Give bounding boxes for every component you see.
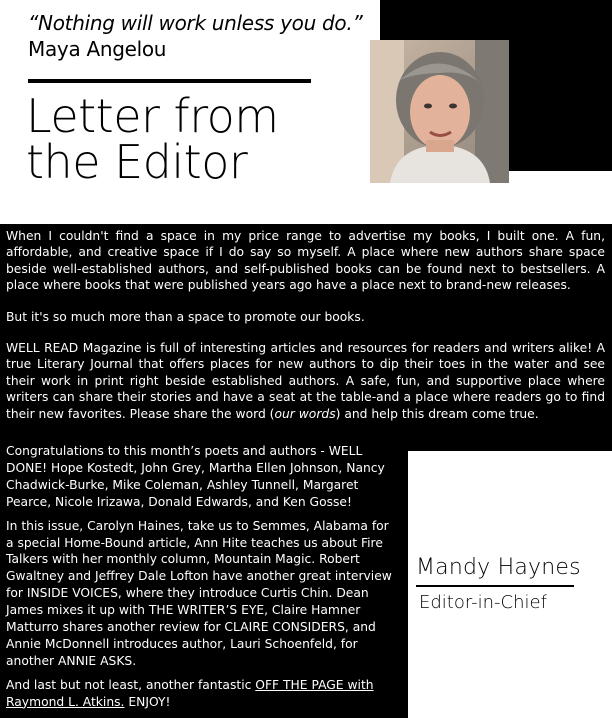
signature-divider <box>416 585 574 587</box>
letter-contents <box>6 443 398 718</box>
quote-author: Maya Angelou <box>28 37 167 61</box>
intro-paragraph-3-end: ) and help this dream come true. <box>335 406 539 421</box>
closing-end: ENJOY! <box>124 694 171 709</box>
opening-quote <box>28 10 373 62</box>
page-title <box>26 89 366 189</box>
closing-paragraph <box>6 677 398 711</box>
title-line-2: the Editor <box>26 135 248 189</box>
off-the-page-link[interactable]: OFF THE PAGE with Raymond L. Atkins. <box>6 677 374 709</box>
editor-photo <box>370 40 509 183</box>
quote-text: “Nothing will work unless you do.” <box>28 11 363 35</box>
signature-panel <box>408 451 612 718</box>
closing-text: And last but not least, another fantastic <box>6 677 256 692</box>
issue-paragraph: In this issue, Carolyn Haines, take us to Semmes, Alabama for a special Home-Bound article, Ann Hite teaches us about Fire Talkers with her monthly column, Mountain Magic. Robert Gwaltney and Jeffrey Dale Lofton have another great interview for INSIDE VOICES, where they introduce Curtis Chin. Dean James mixes it up with THE WRITER’S EYE, Claire Hamner Matturro shares another review for CLAIRE CONSIDERS, and Annie McDonnell introduces author, Lauri Schoenfeld, for another ANNIE ASKS. <box>6 518 392 668</box>
editor-name: Mandy Haynes <box>416 555 581 580</box>
intro-paragraph-1: When I couldn't find a space in my price range to advertise my books, I built one. A fun, affordable, and creative space if I do say so myself. A place where new authors share space beside well-established authors, and self-published books can be found next to bestsellers. A place where books that were published years ago have a place next to brand-new releases. <box>6 229 605 293</box>
congrats-paragraph: Congratulations to this month’s poets and authors - WELL DONE! Hope Kostedt, John Grey, Martha Ellen Johnson, Nancy Chadwick-Burke, Mike Coleman, Ashley Tunnell, Margaret Pearce, Nicole Irizawa, Donald Edwards, and Ken Gosse! <box>6 444 385 509</box>
intro-paragraph-3-text: WELL READ Magazine is full of interesting articles and resources for readers and writers alike! A true Literary Journal that offers places for new authors to dip their toes in the water and see their work in print right beside established authors. A safe, fun, and supportive place where writers can share their stories and have a seat at the table-and a place where readers go to find their new favorites. Please share the word ( <box>6 341 605 421</box>
editor-portrait-image <box>370 40 509 183</box>
title-line-1: Letter from <box>26 89 279 143</box>
letter-intro <box>6 228 605 437</box>
intro-emphasis: our words <box>274 406 336 421</box>
quote-divider <box>28 79 311 83</box>
intro-paragraph-3 <box>6 340 605 422</box>
editor-title: Editor-in-Chief <box>419 592 547 613</box>
intro-paragraph-2: But it's so much more than a space to promote our books. <box>6 309 365 324</box>
